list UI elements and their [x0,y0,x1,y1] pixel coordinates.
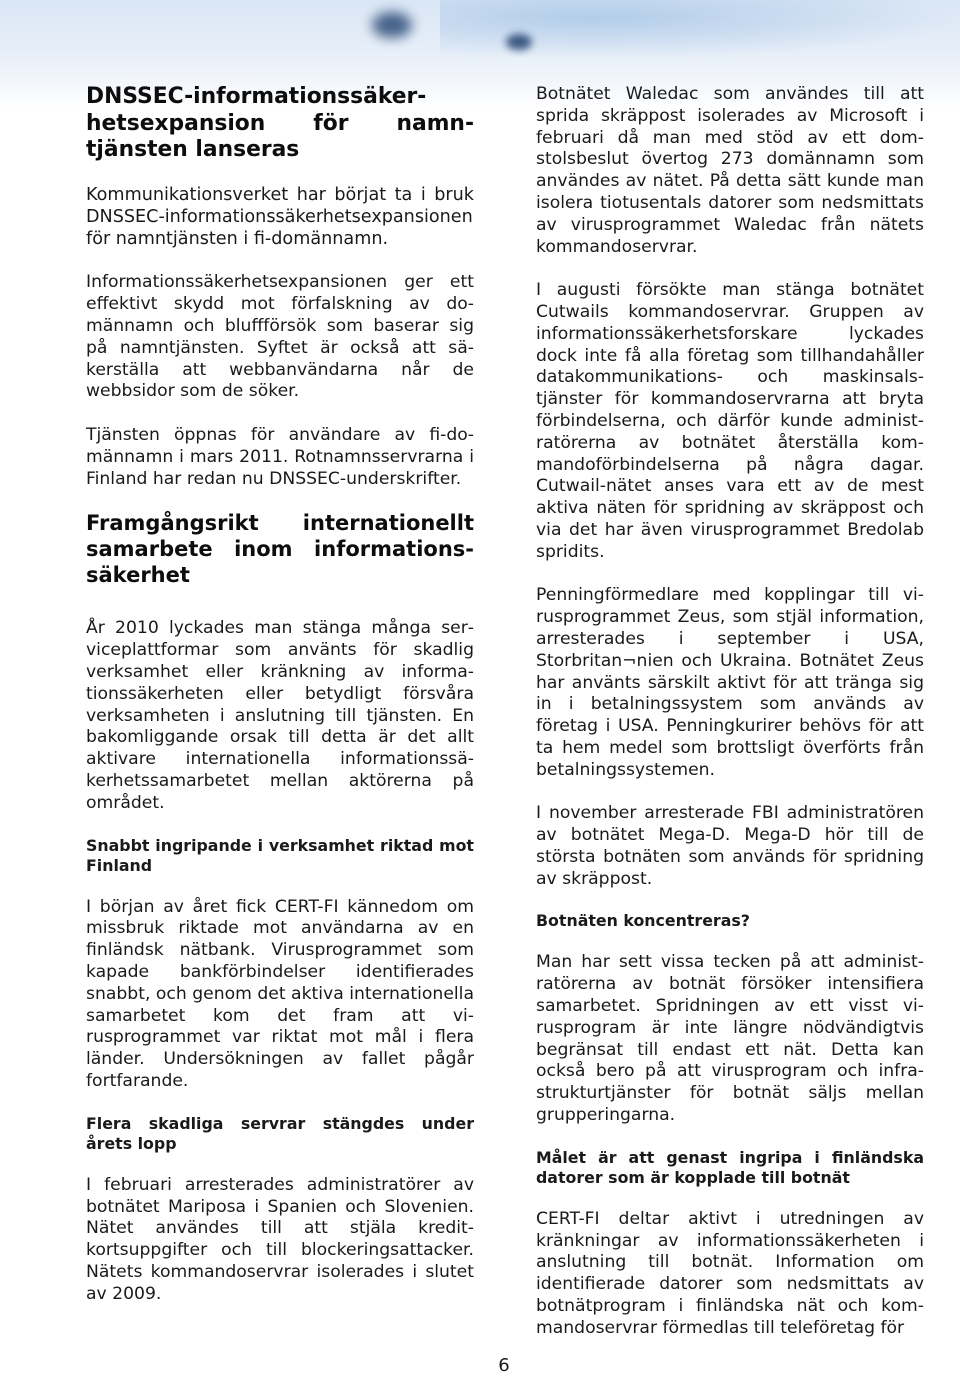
subheading: Flera skadliga servrar stängdes under årets lopp [86,1113,474,1153]
body-paragraph: Informationssäkerhetsexpansionen ger ett effektivt skydd mot förfalskning av domännamn och bluffförsök som baserar sig på namntjänsten. Syftet är också att säkerställa att webbanvändarna når de webbsidor som de söker. [86,272,474,402]
article-title: DNSSEC-informationssäkerhetsexpansion för namntjänsten lanseras [86,84,474,162]
header-glow [440,0,960,60]
body-paragraph: Botnätet Waledac som användes till att sprida skräppost isolerades av Microsoft i februari då man med stöd av ett domstolsbeslut övertog 273 domännamn som användes av nätet. På detta sätt kunde man isolera tiotusentals datorer som nedsmittats av virusprogrammet Waledac från nätets kommandoservrar. [536,84,924,257]
body-paragraph: Tjänsten öppnas för användare av fi-domännamn i mars 2011. Rotnamnsservrarna i Finland har redan nu DNSSEC-underskrifter. [86,425,474,489]
subheading: Snabbt ingripande i verksamhet riktad mot Finland [86,835,474,875]
body-paragraph: I november arresterade FBI administratören av botnätet Mega-D. Mega-D hör till de största botnäten som används för spridning av skräppost. [536,803,924,889]
left-column [86,84,474,1306]
subheading: Botnäten koncentreras? [536,911,750,931]
page-number: 6 [498,1355,510,1376]
right-column [536,84,924,1340]
body-paragraph: I början av året fick CERT-FI kännedom om missbruk riktade mot användarna av en finländsk nätbank. Virusprogrammet som kapade bankförbindelser identifierades snabbt, och genom det aktiva internationella samarbetet kom det fram att virusprogrammet var riktat mot mål i flera länder. Undersökningen av fallet pågår fortfarande. [86,896,474,1091]
body-paragraph: I februari arresterades administratörer av botnätet Mariposa i Spanien och Slovenien. Nätet användes till att stjäla kreditkortsuppgifter och till blockeringsattacker. Nätets kommandoservrar isolerades i slutet av 2009. [86,1174,474,1304]
intro-paragraph: Kommunikationsverket har börjat ta i bruk DNSSEC-informationssäkerhetsexpansionen för namntjänsten i fi-domännamn. [86,185,474,249]
body-paragraph: År 2010 lyckades man stänga många serviceplattformar som använts för skadlig verksamhet eller kränkning av informationssäkerheten eller betydligt försvåra verksamheten i anslutning till tjänsten. En bakomliggande orsak till detta är det allt aktivare internationella informationssäkerhetssamarbetet mellan aktörerna på området. [86,618,474,813]
section-heading: Framgångsrikt internationellt samarbete inom informationssäkerhet [86,511,474,588]
subheading: Målet är att genast ingripa i finländska datorer som är kopplade till botnät [536,1147,924,1187]
body-paragraph: Man har sett vissa tecken på att administratörerna av botnät försöker intensifiera samarbetet. Spridningen av ett visst virusprogram är inte längre nödvändigtvis begränsat till endast ett nät. Detta kan också bero på att virusprogram och infrastrukturtjänster för botnät säljs mellan grupperingarna. [536,952,924,1126]
body-paragraph: Penningförmedlare med kopplingar till virusprogrammet Zeus, som stjäl information, arresterades i september i USA, Storbritan¬nien och Ukraina. Botnätet Zeus har använts särskilt aktivt för att tränga sig in i betalningssystem som används av företag i USA. Penningkurirer behövs för att ta hem medel som brottsligt överförts från betalningssystemen. [536,585,924,780]
decorative-blob [506,34,532,50]
decorative-blob [372,12,412,38]
body-paragraph: I augusti försökte man stänga botnätet Cutwails kommandoservrar. Gruppen av informationssäkerhetsforskare lyckades dock inte få alla företag som tillhandahåller datakommunikations- och maskinsalstjänster för kommandoservrarna att bryta förbindelserna, och därför kunde administratörerna av botnätet återställa kommandoförbindelserna på några dagar. Cutwail-nätet anses vara ett av de mest aktiva näten för spridning av skräppost och via det har även virusprogrammet Bredolab spridits. [536,280,924,562]
body-paragraph: CERT-FI deltar aktivt i utredningen av kränkningar av informationssäkerheten i anslutning till botnät. Information om identifierade datorer som nedsmittats av botnätprogram i finländska nät och kommandoservrar förmedlas till teleföretag för [536,1208,924,1338]
